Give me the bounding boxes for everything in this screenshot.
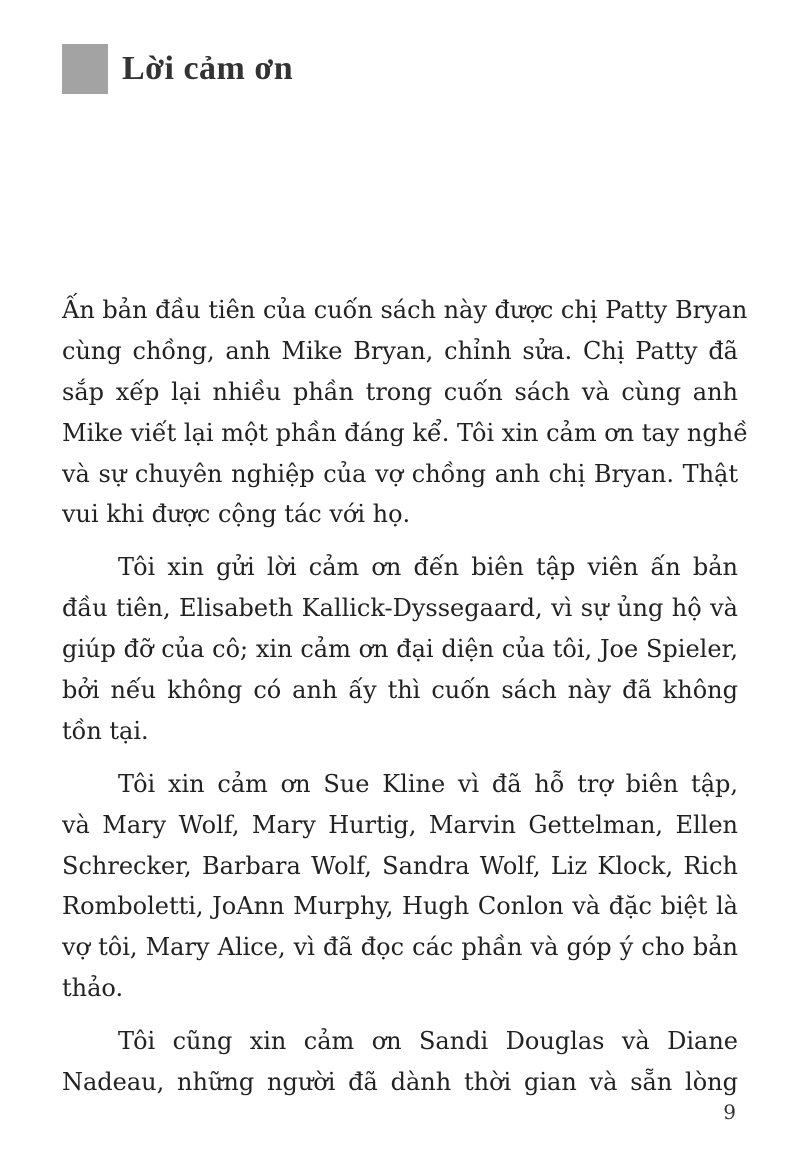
chapter-heading [62,44,293,94]
page-title: Lời cảm ơn [122,50,294,87]
text-line: giúp đỡ của cô; xin cảm ơn đại diện của tôi, Joe Spieler, [62,635,738,664]
text-line: Mike viết lại một phần đáng kể. Tôi xin cảm ơn tay nghề [62,418,748,447]
text-line: Tôi xin gửi lời cảm ơn đến biên tập viên ấn bản [118,553,738,582]
text-line: vợ tôi, Mary Alice, vì đã đọc các phần và góp ý cho bản [62,933,738,962]
text-line: vui khi được cộng tác với họ. [62,500,411,529]
text-line: Schrecker, Barbara Wolf, Sandra Wolf, Liz Klock, Rich [62,851,738,880]
text-line: Romboletti, JoAnn Murphy, Hugh Conlon và đặc biệt là [62,892,738,921]
body-text [62,290,748,1115]
text-line: đầu tiên, Elisabeth Kallick-Dyssegaard, vì sự ủng hộ và [62,594,738,623]
text-line: và Mary Wolf, Mary Hurtig, Marvin Gettelman, Ellen [62,810,738,839]
paragraph [62,290,748,535]
heading-marker-square [62,44,108,94]
text-line: bởi nếu không có anh ấy thì cuốn sách này đã không [62,676,738,705]
paragraph [62,1021,738,1103]
text-line: Tôi xin cảm ơn Sue Kline vì đã hỗ trợ biên tập, [118,769,738,798]
page-number: 9 [723,1100,736,1124]
text-line: tồn tại. [62,716,149,745]
text-line: Tôi cũng xin cảm ơn Sandi Douglas và Diane [118,1027,738,1056]
text-line: và sự chuyên nghiệp của vợ chồng anh chị Bryan. Thật [62,459,738,488]
text-line: sắp xếp lại nhiều phần trong cuốn sách và cùng anh [62,377,738,406]
paragraph [62,764,738,1009]
text-line: thảo. [62,974,124,1003]
text-line: cùng chồng, anh Mike Bryan, chỉnh sửa. Chị Patty đã [62,336,738,365]
text-line: Ấn bản đầu tiên của cuốn sách này được chị Patty Bryan [62,296,748,324]
text-line: Nadeau, những người đã dành thời gian và sẵn lòng [62,1068,738,1097]
paragraph [62,547,738,751]
